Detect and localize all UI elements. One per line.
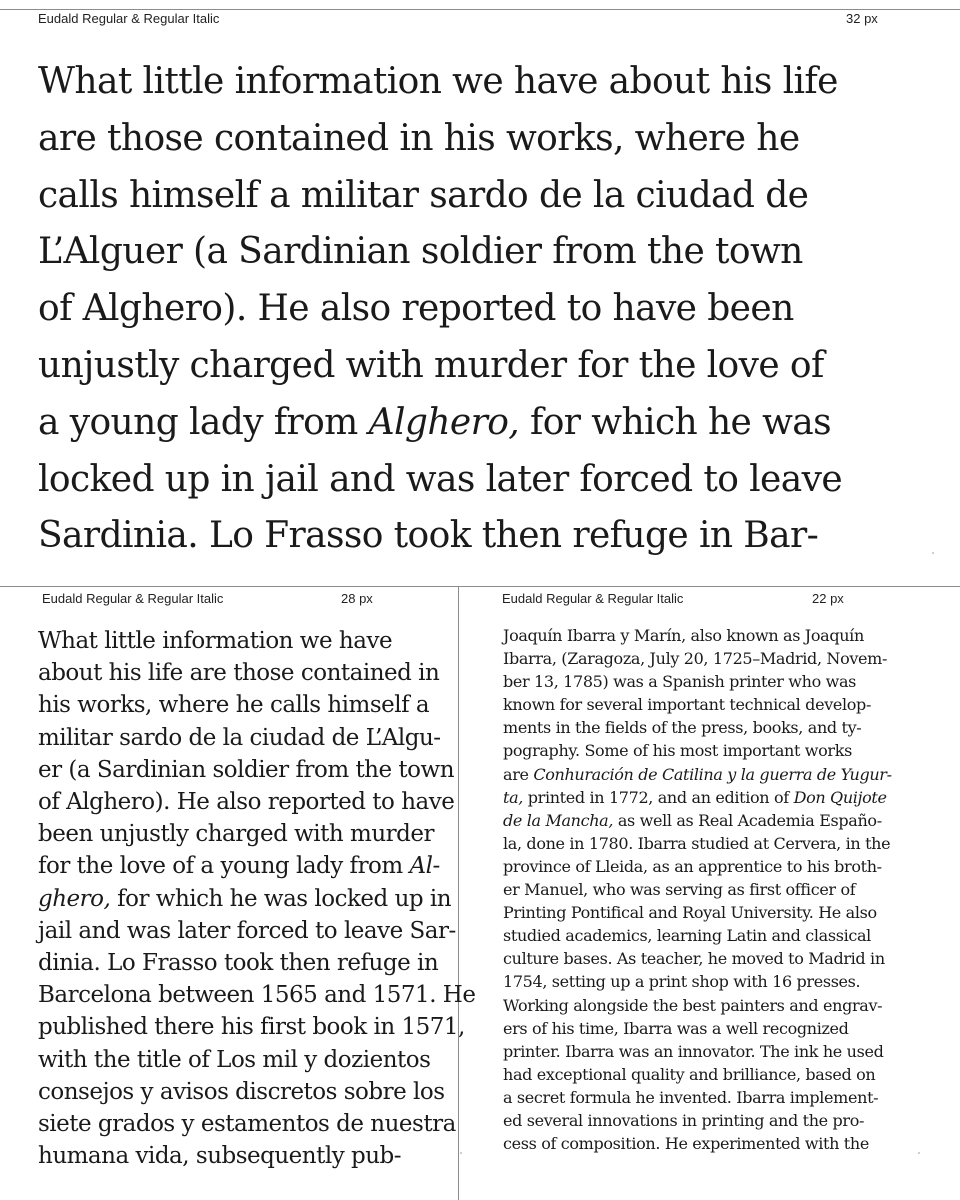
- text-line: [38, 979, 475, 1011]
- text-line: [503, 1132, 892, 1155]
- text-run: calls himself a militar sardo de la ciudad de: [38, 174, 809, 216]
- text-run: known for several important technical develop-: [503, 695, 871, 715]
- text-line: [503, 624, 892, 647]
- text-run: his works, where he calls himself a: [38, 692, 430, 719]
- text-run: printer. Ibarra was an innovator. The ink he used: [503, 1041, 884, 1061]
- text-line: [503, 994, 892, 1017]
- text-run: humana vida, subsequently pub-: [38, 1143, 402, 1170]
- text-run: Joaquín Ibarra y Marín, also known as Joaquín: [503, 626, 864, 645]
- text-line: [38, 1076, 475, 1108]
- text-line: [503, 1017, 892, 1040]
- text-run: ber 13, 1785) was a Spanish printer who was: [503, 672, 857, 692]
- text-line: [503, 647, 892, 670]
- top-panel-size: 32 px: [846, 11, 878, 26]
- text-line: [503, 1086, 892, 1109]
- text-run: for the love of a young lady from: [38, 853, 410, 880]
- text-run: ments in the fields of the press, books, and ty-: [503, 718, 862, 738]
- text-line: [503, 763, 892, 786]
- text-line: [503, 1063, 892, 1086]
- text-run: a secret formula he invented. Ibarra implement-: [503, 1087, 879, 1107]
- text-run: printed in 1772, and an edition of: [523, 787, 794, 807]
- text-line: [38, 111, 842, 168]
- text-run: jail and was later forced to leave Sar-: [38, 917, 456, 944]
- text-run: published there his first book in 1571,: [38, 1014, 465, 1041]
- text-line: [38, 947, 475, 979]
- text-run: unjustly charged with murder for the love of: [38, 344, 824, 386]
- italic-run: de la Mancha,: [503, 810, 614, 830]
- italic-run: ta,: [503, 787, 524, 807]
- text-run: ed several innovations in printing and the pro-: [503, 1110, 865, 1130]
- text-run: as well as Real Academia Españo-: [613, 810, 882, 830]
- text-line: [503, 1040, 892, 1063]
- top-panel-font-name: Eudald Regular & Regular Italic: [38, 11, 220, 26]
- text-run: pography. Some of his most important works: [503, 741, 852, 761]
- italic-run: Conhuración de Catilina y la guerra de Yugur-: [533, 764, 892, 784]
- text-line: [503, 855, 892, 878]
- text-line: [38, 850, 475, 882]
- italic-run: Don Quijote: [793, 787, 887, 807]
- text-line: [503, 716, 892, 739]
- text-line: [503, 924, 892, 947]
- text-run: locked up in jail and was later forced to leave: [38, 458, 843, 500]
- text-line: [38, 508, 842, 565]
- text-run: with the title of Los mil y dozientos: [38, 1046, 431, 1073]
- text-line: [38, 224, 842, 281]
- text-run: er Manuel, who was serving as first officer of: [503, 880, 856, 900]
- text-line: [503, 832, 892, 855]
- text-run: dinia. Lo Frasso took then refuge in: [38, 950, 439, 977]
- text-line: [503, 670, 892, 693]
- text-run: about his life are those contained in: [38, 660, 440, 687]
- text-line: [503, 970, 892, 993]
- italic-run: Alghero,: [368, 401, 520, 443]
- left-specimen-text: [38, 625, 475, 1172]
- text-run: are those contained in his works, where he: [38, 117, 800, 159]
- text-line: [38, 1044, 475, 1076]
- text-run: culture bases. As teacher, he moved to Madrid in: [503, 949, 885, 969]
- text-run: cess of composition. He experimented with the: [503, 1134, 869, 1154]
- text-run: Working alongside the best painters and engrav-: [503, 995, 883, 1015]
- right-specimen-text: [503, 624, 892, 1155]
- corner-mark: [918, 1152, 920, 1154]
- corner-mark: [460, 1152, 462, 1154]
- text-line: [38, 1108, 475, 1140]
- text-run: of Alghero). He also reported to have been: [38, 288, 794, 330]
- text-line: [38, 689, 475, 721]
- text-line: [38, 1140, 475, 1172]
- text-line: [38, 786, 475, 818]
- left-panel-font-name: Eudald Regular & Regular Italic: [42, 591, 224, 606]
- text-line: [38, 168, 842, 225]
- text-line: [38, 1011, 475, 1043]
- text-line: [503, 1109, 892, 1132]
- text-line: [38, 452, 842, 509]
- text-run: Sardinia. Lo Frasso took then refuge in Bar-: [38, 515, 819, 557]
- text-line: [38, 625, 475, 657]
- text-run: had exceptional quality and brilliance, based on: [503, 1064, 876, 1084]
- text-run: la, done in 1780. Ibarra studied at Cervera, in the: [503, 833, 891, 853]
- bottom-panels-rule: [0, 586, 960, 587]
- text-run: studied academics, learning Latin and classical: [503, 926, 871, 946]
- text-run: of Alghero). He also reported to have: [38, 789, 455, 816]
- text-run: are: [503, 764, 534, 784]
- text-line: [503, 693, 892, 716]
- text-run: er (a Sardinian soldier from the town: [38, 756, 455, 783]
- text-run: L’Alguer (a Sardinian soldier from the town: [38, 231, 803, 273]
- text-run: Printing Pontifical and Royal University. He also: [503, 903, 877, 923]
- corner-mark: [932, 552, 934, 554]
- right-panel-size: 22 px: [812, 591, 844, 606]
- left-panel-size: 28 px: [341, 591, 373, 606]
- text-line: [38, 754, 475, 786]
- text-run: militar sardo de la ciudad de L’Algu-: [38, 724, 441, 751]
- text-run: for which he was: [519, 401, 832, 443]
- text-line: [503, 786, 892, 809]
- text-line: [38, 338, 842, 395]
- text-line: [38, 395, 842, 452]
- text-line: [38, 281, 842, 338]
- text-run: What little information we have: [38, 628, 393, 654]
- text-run: consejos y avisos discretos sobre los: [38, 1078, 445, 1105]
- italic-run: Al-: [409, 853, 440, 880]
- text-run: Barcelona between 1565 and 1571. He: [38, 982, 476, 1009]
- text-line: [38, 915, 475, 947]
- text-line: [503, 901, 892, 924]
- right-panel-font-name: Eudald Regular & Regular Italic: [502, 591, 684, 606]
- text-line: [503, 947, 892, 970]
- text-line: [38, 54, 842, 111]
- text-line: [503, 878, 892, 901]
- text-run: siete grados y estamentos de nuestra: [38, 1111, 456, 1138]
- text-run: province of Lleida, as an apprentice to his broth-: [503, 856, 882, 876]
- text-run: for which he was locked up in: [110, 885, 452, 912]
- text-line: [38, 657, 475, 689]
- text-line: [503, 739, 892, 762]
- top-panel-rule: [0, 9, 960, 10]
- top-specimen-text: [38, 54, 842, 565]
- text-line: [503, 809, 892, 832]
- text-run: a young lady from: [38, 401, 369, 443]
- text-run: Ibarra, (Zaragoza, July 20, 1725–Madrid, Novem-: [503, 649, 888, 669]
- text-run: 1754, setting up a print shop with 16 presses.: [503, 972, 861, 992]
- text-line: [38, 818, 475, 850]
- text-run: What little information we have about his life: [38, 61, 838, 102]
- italic-run: ghero,: [38, 885, 111, 912]
- text-run: ers of his time, Ibarra was a well recognized: [503, 1018, 849, 1038]
- text-line: [38, 722, 475, 754]
- text-run: been unjustly charged with murder: [38, 821, 434, 848]
- text-line: [38, 883, 475, 915]
